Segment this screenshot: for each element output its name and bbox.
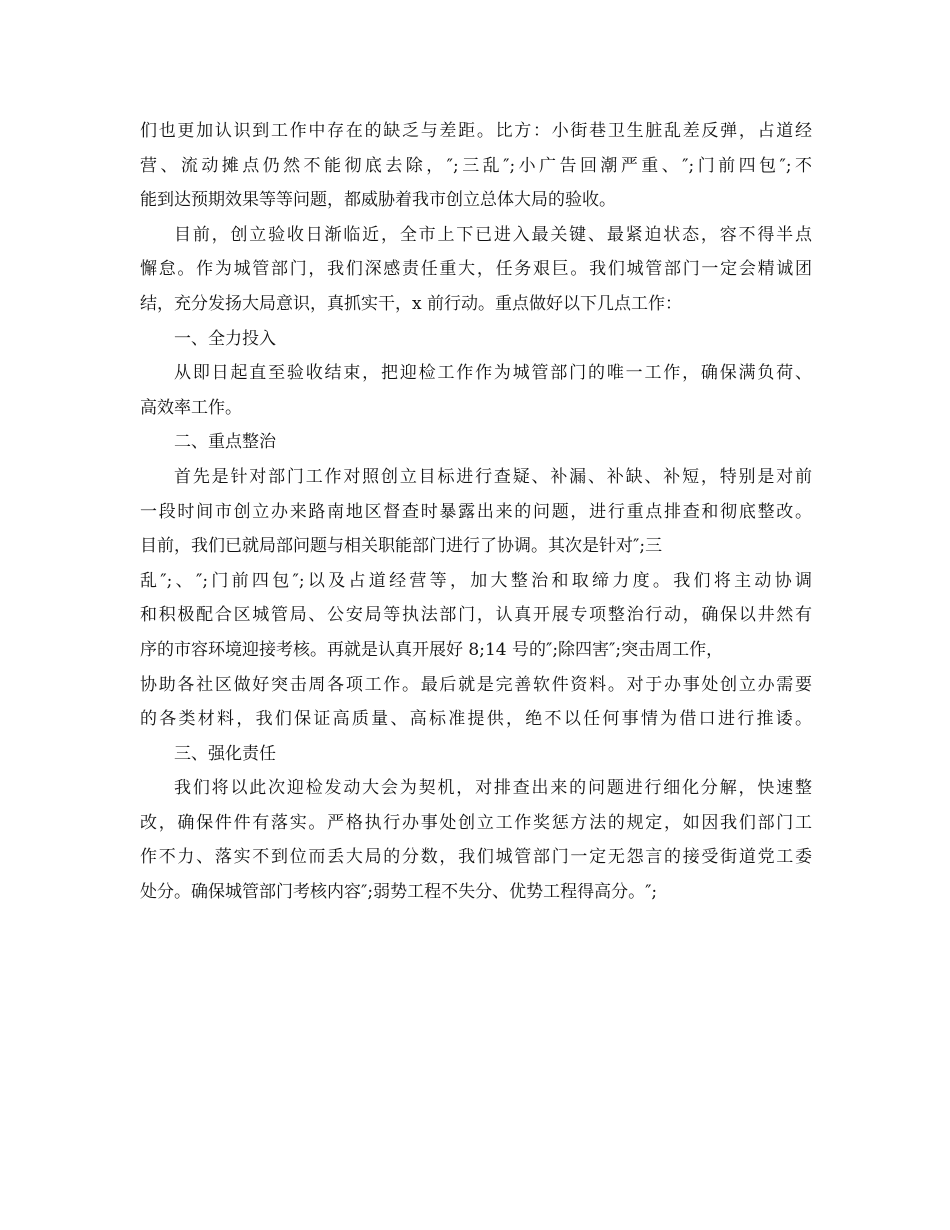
paragraph-line: 目前，我们已就局部问题与相关职能部门进行了协调。其次是针对″;三: [140, 536, 663, 557]
paragraph-first-line: 从即日起直至验收结束，把迎检工作作为城管部门的唯一工作，确保满负荷、: [174, 363, 812, 384]
paragraph-line: 懈怠。作为城管部门，我们深感责任重大，任务艰巨。我们城管部门一定会精诚团: [140, 259, 812, 280]
paragraph-line: 协助各社区做好突击周各项工作。最后就是完善软件资料。对于办事处创立办需要: [140, 674, 812, 695]
paragraph-line: 一段时间市创立办来路南地区督查时暴露出来的问题，进行重点排查和彻底整改。: [140, 501, 812, 522]
document-body: [140, 114, 812, 910]
paragraph-first-line: 二、重点整治: [174, 432, 276, 453]
paragraph-line: 乱″;、″;门前四包″;以及占道经营等，加大整治和取缔力度。我们将主动协调: [140, 570, 812, 591]
paragraph-line: 作不力、落实不到位而丢大局的分数，我们城管部门一定无怨言的接受街道党工委: [140, 847, 812, 868]
paragraph-line: 的各类材料，我们保证高质量、高标准提供，绝不以任何事情为借口进行推诿。: [140, 709, 812, 730]
paragraph-line: 们也更加认识到工作中存在的缺乏与差距。比方：小街巷卫生脏乱差反弹，占道经: [140, 121, 812, 141]
paragraph-first-line: 我们将以此次迎检发动大会为契机，对排查出来的问题进行细化分解，快速整: [174, 778, 812, 799]
paragraph-first-line: 一、全力投入: [174, 328, 276, 349]
paragraph-line: 高效率工作。: [140, 397, 242, 418]
paragraph-first-line: 三、强化责任: [174, 743, 276, 764]
paragraph-line: 处分。确保城管部门考核内容″;弱势工程不失分、优势工程得高分。″;: [140, 882, 658, 903]
paragraph-line: 改，确保件件有落实。严格执行办事处创立工作奖惩方法的规定，如因我们部门工: [140, 812, 812, 833]
paragraph-line: 和积极配合区城管局、公安局等执法部门，认真开展专项整治行动，确保以井然有: [140, 605, 812, 626]
paragraph-first-line: 目前，创立验收日渐临近，全市上下已进入最关键、最紧迫状态，容不得半点: [174, 224, 812, 245]
paragraph-line: 能到达预期效果等等问题，都威胁着我市创立总体大局的验收。: [140, 190, 616, 211]
paragraph-line: 营、流动摊点仍然不能彻底去除，″;三乱″;小广告回潮严重、″;门前四包″;不: [140, 155, 812, 176]
paragraph-line: 序的市容环境迎接考核。再就是认真开展好 8;14 号的″;除四害″;突击周工作，: [140, 639, 724, 660]
paragraph-line: 结，充分发扬大局意识，真抓实干，x 前行动。重点做好以下几点工作：: [140, 293, 682, 314]
paragraph-first-line: 首先是针对部门工作对照创立目标进行查疑、补漏、补缺、补短，特别是对前: [174, 466, 812, 487]
